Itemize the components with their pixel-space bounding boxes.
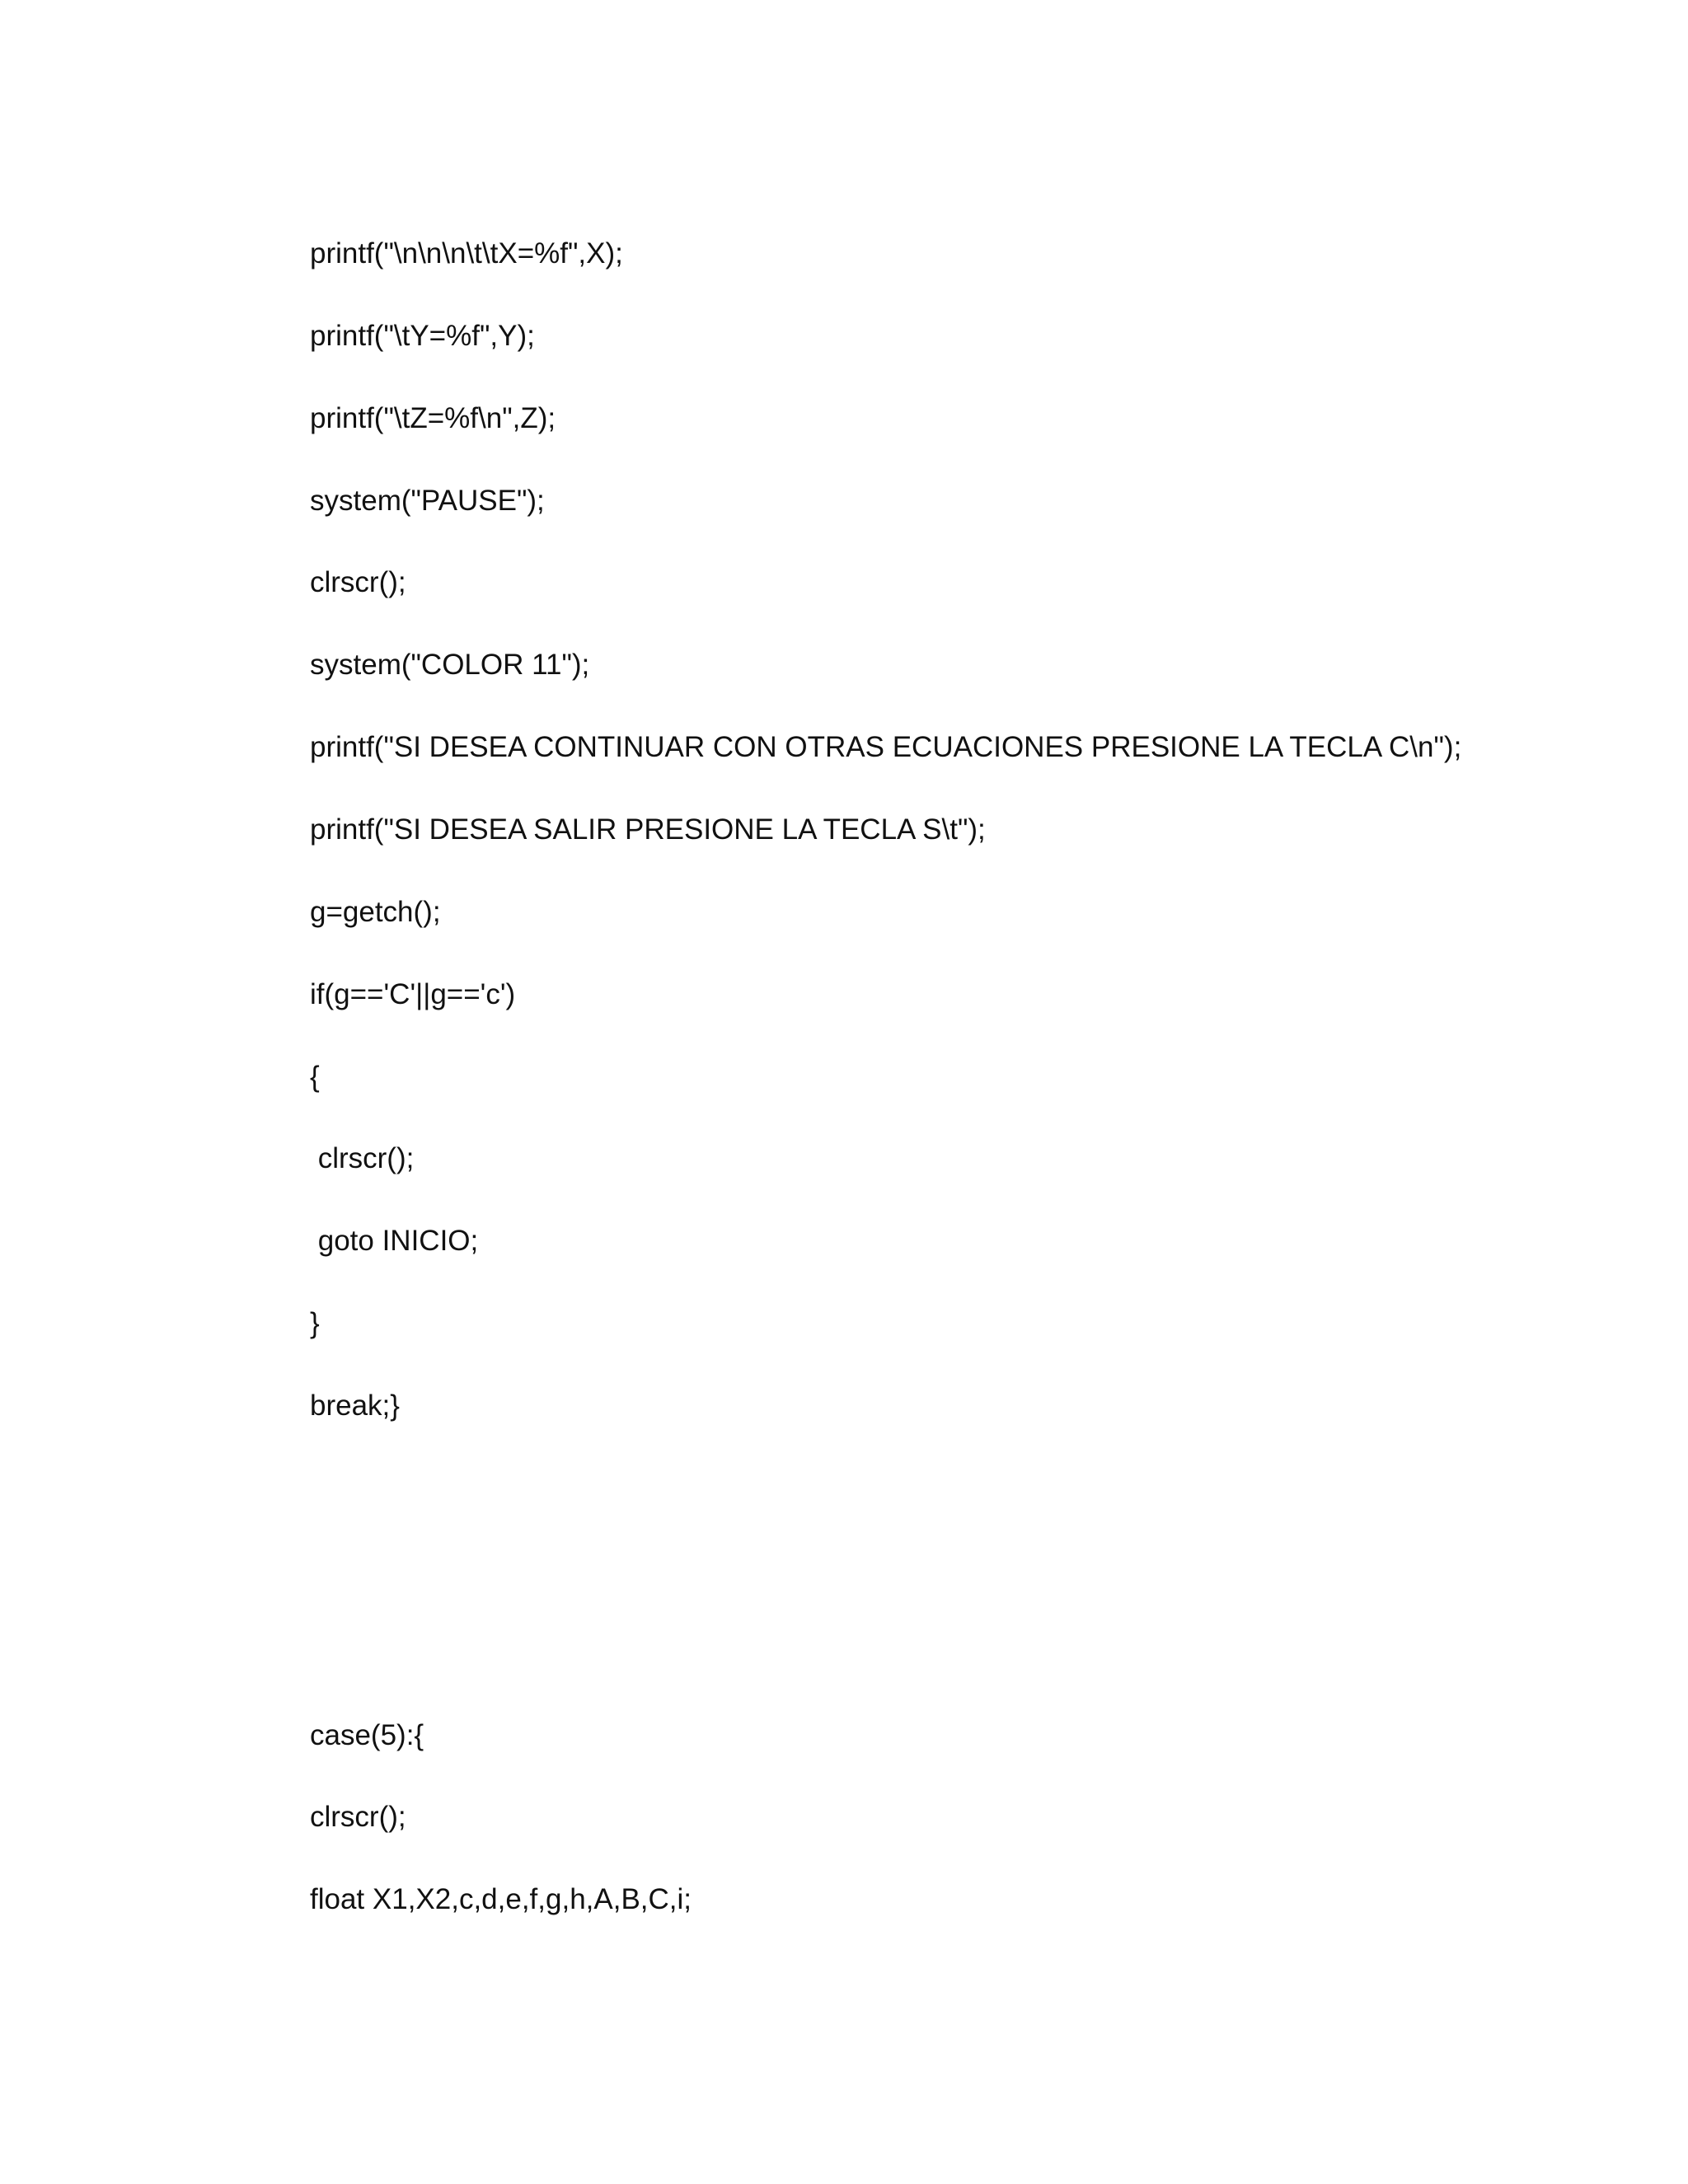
- code-line: g=getch();: [310, 896, 441, 928]
- code-line: if(g=='C'||g=='c'): [310, 978, 516, 1010]
- code-line: system("PAUSE");: [310, 485, 545, 517]
- code-line: printf("SI DESEA SALIR PRESIONE LA TECLA S\t");: [310, 813, 986, 846]
- code-line: {: [310, 1061, 320, 1093]
- code-line: printf("\tZ=%f\n",Z);: [310, 402, 556, 434]
- code-line: float X1,X2,c,d,e,f,g,h,A,B,C,i;: [310, 1883, 692, 1915]
- code-line: goto INICIO;: [310, 1225, 479, 1257]
- code-line: clrscr();: [310, 1801, 406, 1833]
- code-line: printf("\n\n\n\t\tX=%f",X);: [310, 237, 623, 269]
- code-line: break;}: [310, 1390, 400, 1422]
- code-line: }: [310, 1307, 320, 1339]
- code-line: case(5):{: [310, 1719, 424, 1751]
- code-line: system("COLOR 11");: [310, 649, 590, 681]
- code-line: printf("SI DESEA CONTINUAR CON OTRAS ECUACIONES PRESIONE LA TECLA C\n");: [310, 731, 1462, 763]
- code-line: clrscr();: [310, 566, 406, 598]
- code-line: printf("\tY=%f",Y);: [310, 320, 535, 352]
- code-line: clrscr();: [310, 1142, 415, 1174]
